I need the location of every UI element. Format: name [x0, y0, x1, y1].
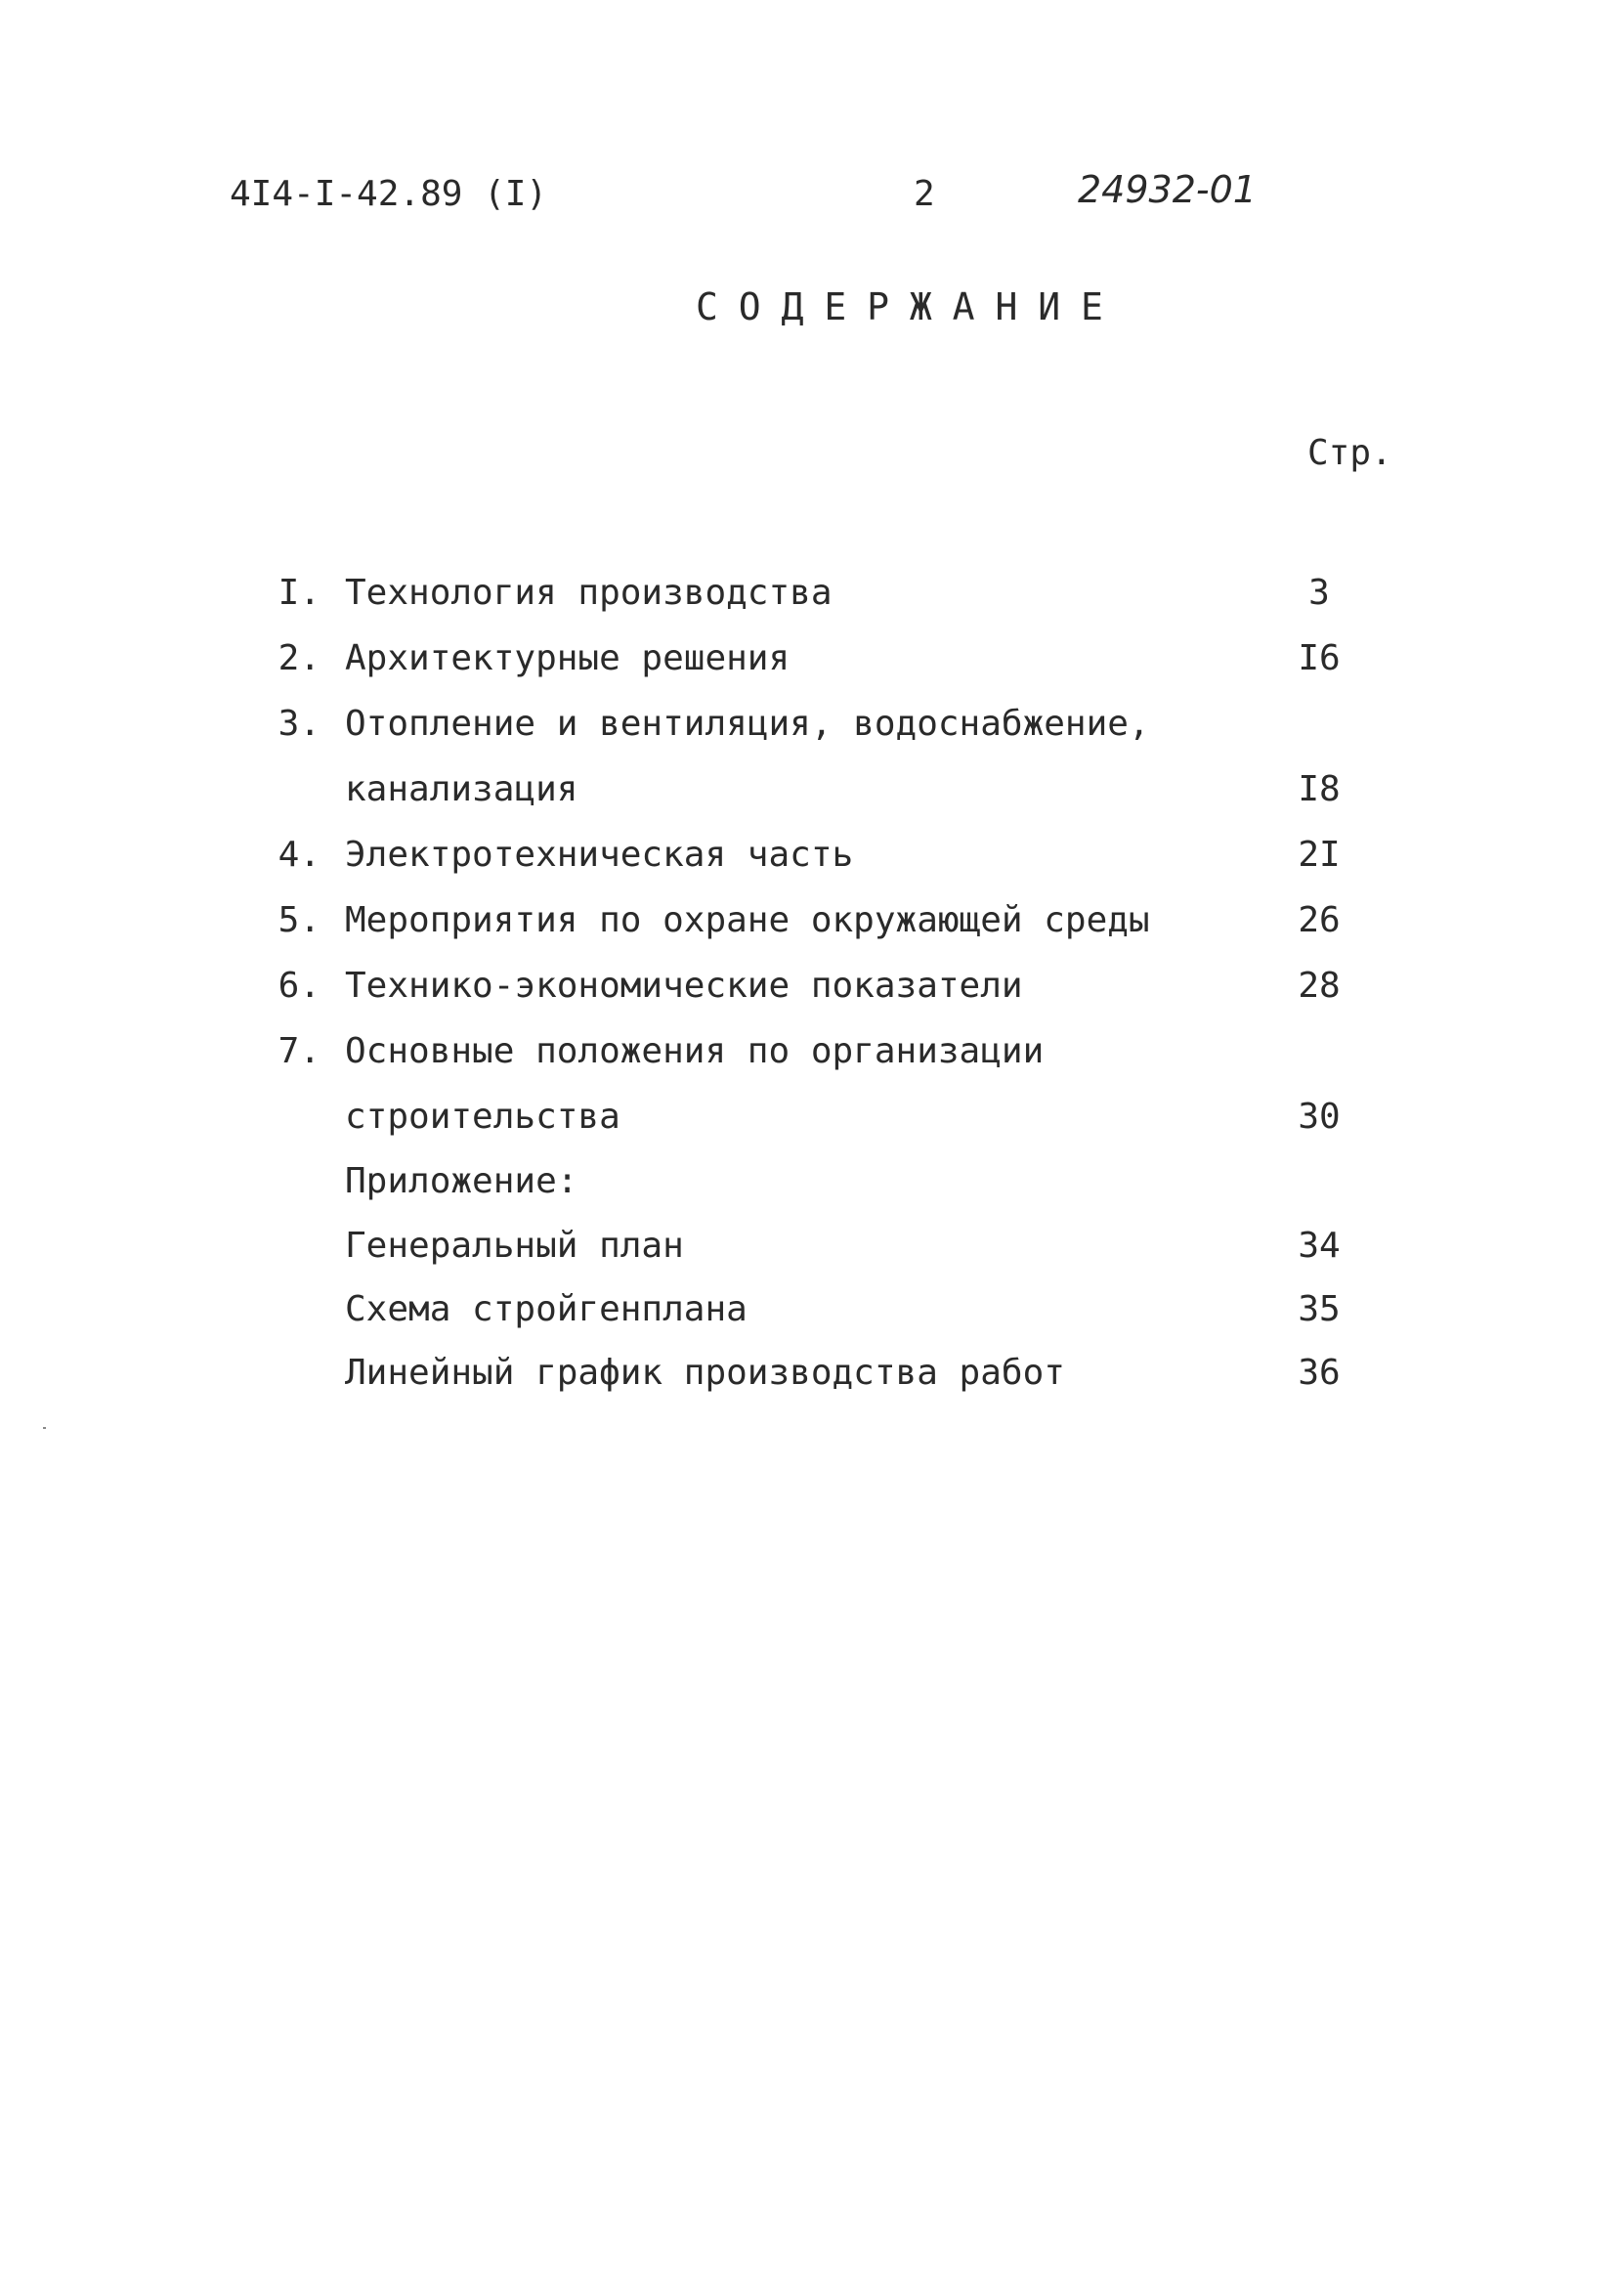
- toc-page: 2I: [1298, 835, 1341, 875]
- toc-page: I6: [1298, 638, 1341, 678]
- toc-index: 2.: [278, 638, 321, 678]
- toc-title-continuation: строительства: [345, 1097, 620, 1137]
- toc-index: 3.: [278, 704, 321, 744]
- toc-title: Мероприятия по охране окружающей среды: [345, 900, 1150, 940]
- toc-title: Архитектурные решения: [345, 638, 791, 678]
- toc-index: 7.: [278, 1031, 321, 1071]
- page-column-label: Стр.: [1307, 433, 1392, 473]
- page-number: 2: [914, 174, 935, 214]
- appendix-item-title: Схема стройгенплана: [345, 1289, 748, 1329]
- inventory-number: 24932-01: [1078, 168, 1257, 211]
- appendix-item-title: Линейный график производства работ: [345, 1353, 1065, 1393]
- scan-speck: [43, 1427, 46, 1429]
- toc-page: 28: [1298, 966, 1341, 1006]
- appendix-item-page: 36: [1298, 1353, 1341, 1393]
- appendix-label: Приложение:: [345, 1161, 578, 1201]
- toc-page: 26: [1298, 900, 1341, 940]
- appendix-item-title: Генеральный план: [345, 1226, 684, 1266]
- toc-page: 3: [1308, 573, 1330, 613]
- appendix-item-page: 35: [1298, 1289, 1341, 1329]
- toc-index: 6.: [278, 966, 321, 1006]
- toc-index: 5.: [278, 900, 321, 940]
- toc-title: Отопление и вентиляция, водоснабжение,: [345, 704, 1150, 744]
- toc-index: I.: [278, 573, 321, 613]
- toc-title: Основные положения по организации: [345, 1031, 1045, 1071]
- toc-page: I8: [1298, 769, 1341, 809]
- toc-title: Технико-экономические показатели: [345, 966, 1023, 1006]
- appendix-item-page: 34: [1298, 1226, 1341, 1266]
- toc-page: 30: [1298, 1097, 1341, 1137]
- page-title: СОДЕРЖАНИЕ: [696, 285, 1124, 328]
- document-code: 4I4-I-42.89 (I): [230, 174, 548, 214]
- toc-title: Технология производства: [345, 573, 833, 613]
- toc-title-continuation: канализация: [345, 769, 578, 809]
- toc-title: Электротехническая часть: [345, 835, 854, 875]
- toc-index: 4.: [278, 835, 321, 875]
